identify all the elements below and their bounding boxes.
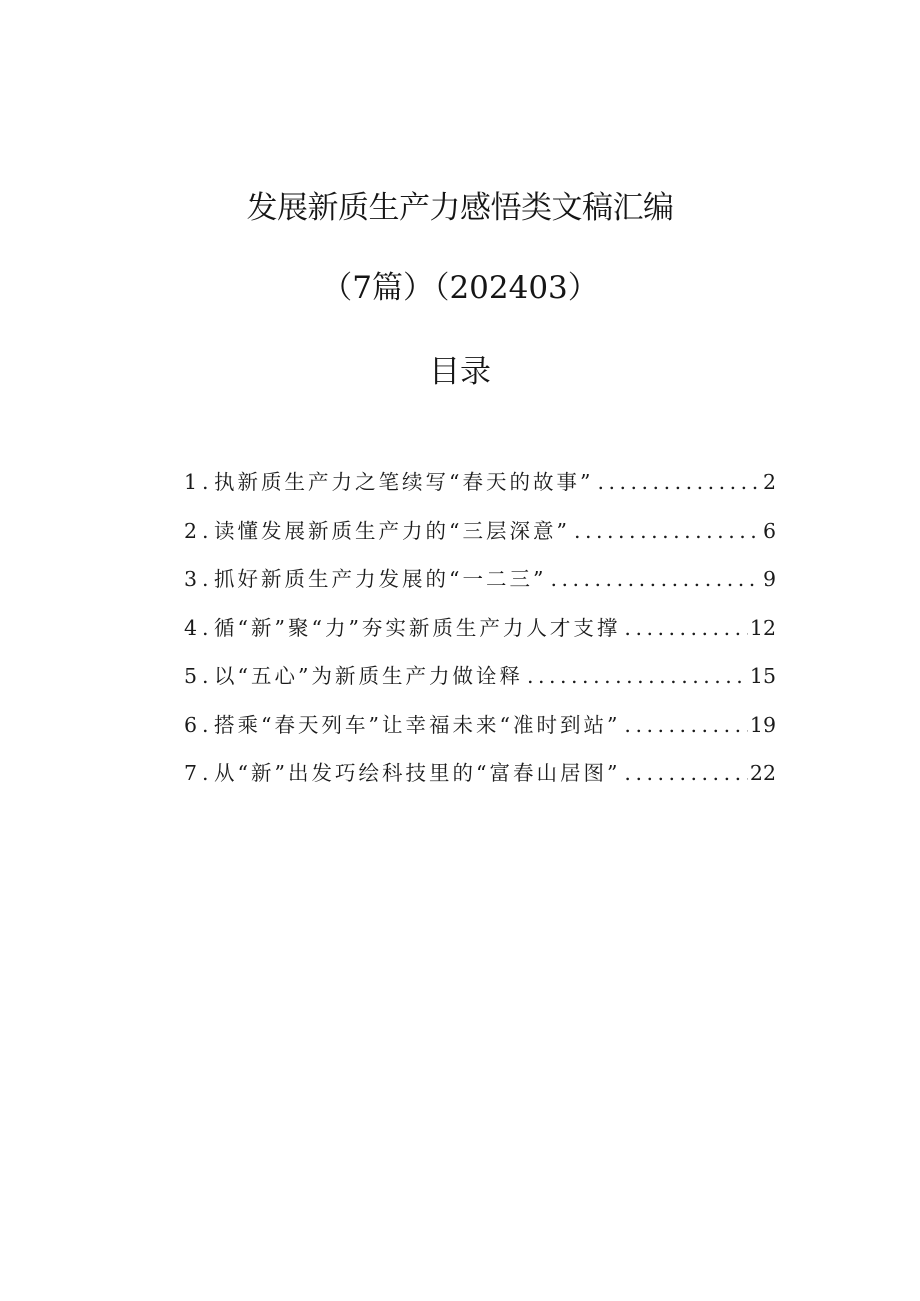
- toc-entry-dot: .: [202, 518, 209, 543]
- toc-entry-number: 3: [184, 567, 198, 591]
- toc-entry-title: 抓好新质生产力发展的“一二三”: [214, 567, 547, 591]
- toc-entry-leader: [624, 753, 747, 793]
- toc-entry-title: 执新质生产力之笔续写“春天的故事”: [214, 470, 594, 494]
- toc-entry-dot: .: [202, 615, 209, 640]
- toc-entry-leader: [624, 705, 747, 745]
- toc-entry[interactable]: [184, 462, 776, 511]
- toc-entry-number: 2: [184, 518, 198, 543]
- toc-entry-page: 22: [749, 761, 776, 785]
- toc-entry-number: 1: [184, 470, 198, 494]
- toc-entry-page: 12: [749, 615, 776, 640]
- toc-entry-leader: [574, 511, 761, 551]
- toc-entry[interactable]: [184, 705, 776, 754]
- toc-entry-title: 搭乘“春天列车”让幸福未来“准时到站”: [214, 712, 621, 737]
- toc-entry-leader: [624, 608, 747, 648]
- toc-entry-dot: .: [202, 761, 209, 785]
- toc-entry-number: 5: [184, 664, 198, 688]
- toc-entry-title: 循“新”聚“力”夯实新质生产力人才支撑: [214, 615, 621, 640]
- toc-entry-dot: .: [202, 712, 209, 737]
- toc-entry[interactable]: [184, 559, 776, 608]
- toc-entry-dot: .: [202, 567, 209, 591]
- toc-entry-dot: .: [202, 470, 209, 494]
- table-of-contents: [184, 462, 776, 802]
- document-title: 发展新质生产力感悟类文稿汇编: [246, 190, 674, 226]
- toc-heading: 目录: [429, 354, 491, 390]
- toc-entry-title: 从“新”出发巧绘科技里的“富春山居图”: [214, 761, 621, 785]
- toc-entry-dot: .: [202, 664, 209, 688]
- toc-entry-number: 4: [184, 615, 198, 640]
- toc-entry[interactable]: [184, 656, 776, 705]
- toc-entry[interactable]: [184, 511, 776, 560]
- toc-entry-number: 7: [184, 761, 198, 785]
- toc-entry-leader: [597, 462, 760, 502]
- toc-entry-page: 2: [762, 470, 776, 494]
- toc-entry-title: 以“五心”为新质生产力做诠释: [214, 664, 523, 688]
- toc-entry-leader: [527, 656, 748, 696]
- document-subtitle: （7篇）（202403）: [321, 270, 599, 306]
- toc-entry[interactable]: [184, 608, 776, 657]
- toc-entry-page: 19: [749, 712, 776, 737]
- toc-entry-number: 6: [184, 712, 198, 737]
- toc-entry-page: 15: [749, 664, 776, 688]
- toc-entry-leader: [550, 559, 760, 599]
- toc-entry-page: 6: [762, 518, 776, 543]
- toc-entry-page: 9: [762, 567, 776, 591]
- toc-entry-title: 读懂发展新质生产力的“三层深意”: [214, 518, 570, 543]
- toc-entry[interactable]: [184, 753, 776, 802]
